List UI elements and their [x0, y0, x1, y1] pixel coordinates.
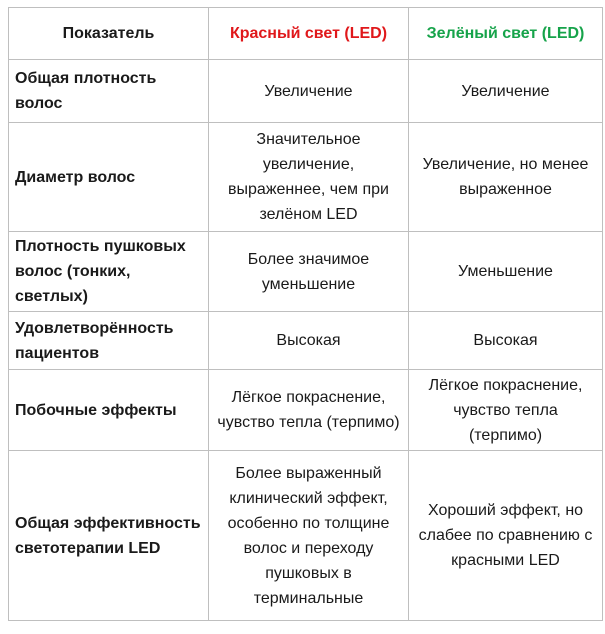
green-value: Высокая: [409, 312, 603, 370]
header-red-led: Красный свет (LED): [209, 8, 409, 60]
table-row: [9, 370, 603, 451]
table-row: [9, 312, 603, 370]
red-value: Более значимое уменьшение: [209, 232, 409, 312]
row-label: Побочные эффекты: [9, 370, 209, 451]
row-label: Плотность пушковых волос (тонких, светлых): [9, 232, 209, 312]
red-value: Высокая: [209, 312, 409, 370]
red-value: Значительное увеличение, выраженнее, чем при зелёном LED: [209, 123, 409, 232]
table-row: [9, 60, 603, 123]
row-label: Общая эффективность светотерапии LED: [9, 451, 209, 621]
header-green-led: Зелёный свет (LED): [409, 8, 603, 60]
header-indicator: Показатель: [9, 8, 209, 60]
row-label: Общая плотность волос: [9, 60, 209, 123]
green-value: Хороший эффект, но слабее по сравнению с красными LED: [409, 451, 603, 621]
table-row: [9, 123, 603, 232]
comparison-table: [8, 7, 603, 621]
red-value: Увеличение: [209, 60, 409, 123]
green-value: Увеличение: [409, 60, 603, 123]
table-row: [9, 232, 603, 312]
header-row: [9, 8, 603, 60]
table-row: [9, 451, 603, 621]
row-label: Диаметр волос: [9, 123, 209, 232]
green-value: Лёгкое покраснение, чувство тепла (терпимо): [409, 370, 603, 451]
row-label: Удовлетворённость пациентов: [9, 312, 209, 370]
red-value: Более выраженный клинический эффект, особенно по толщине волос и переходу пушковых в терминальные: [209, 451, 409, 621]
red-value: Лёгкое покраснение, чувство тепла (терпимо): [209, 370, 409, 451]
green-value: Уменьшение: [409, 232, 603, 312]
green-value: Увеличение, но менее выраженное: [409, 123, 603, 232]
